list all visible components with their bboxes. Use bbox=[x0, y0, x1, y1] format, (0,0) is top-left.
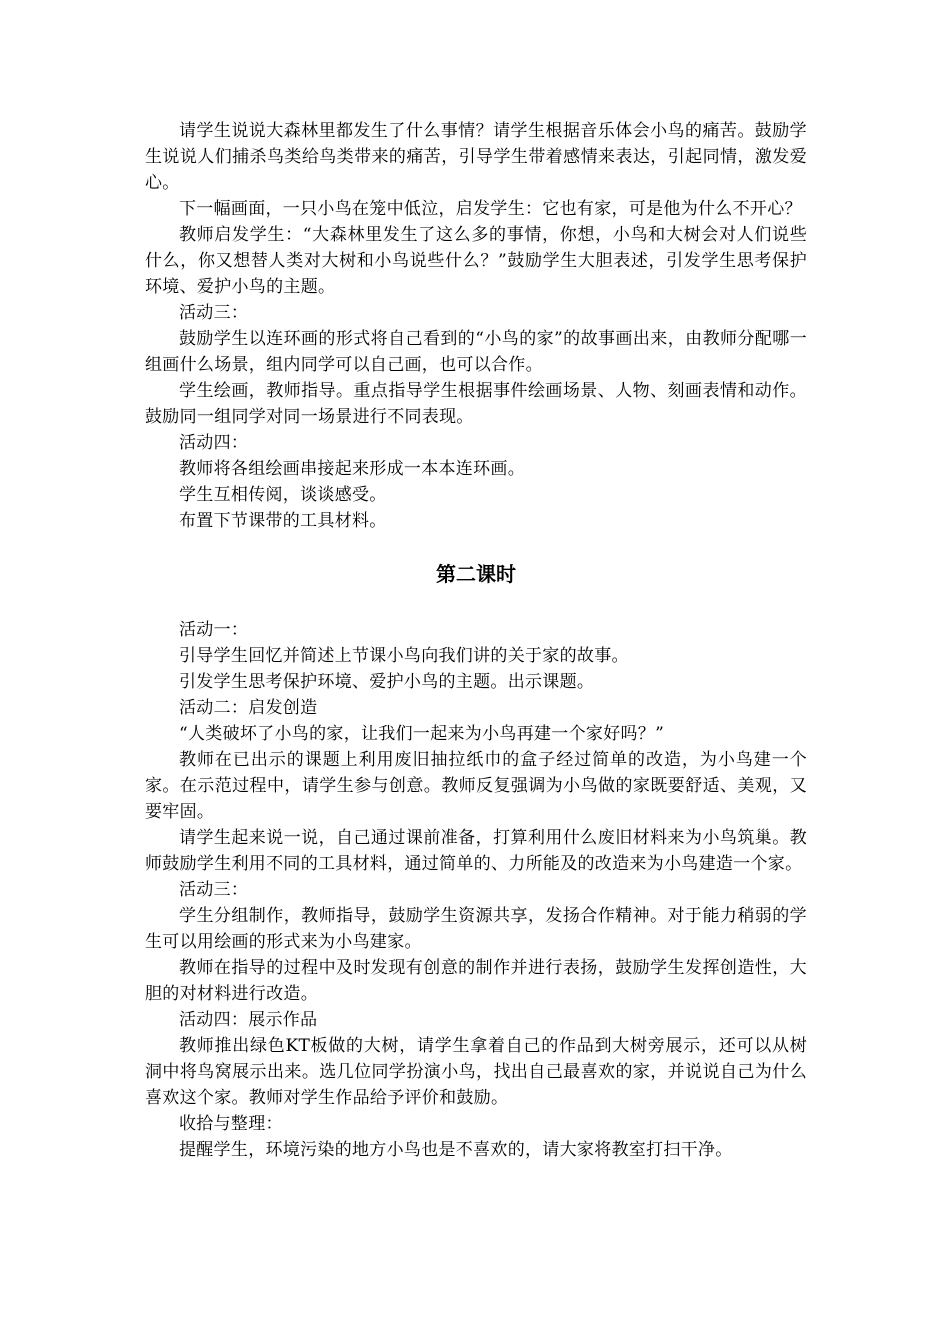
activity-heading: 活动三： bbox=[179, 303, 249, 323]
paragraph: 学生分组制作，教师指导，鼓励学生资源共享，发扬合作精神。对于能力稍弱的学生可以用绘画的形式来为小鸟建家。 bbox=[145, 906, 807, 952]
activity-heading: 收拾与整理： bbox=[179, 1114, 283, 1134]
document-page bbox=[145, 118, 807, 1163]
paragraph: 教师在指导的过程中及时发现有创意的制作并进行表扬，鼓励学生发挥创造性，大胆的对材料进行改造。 bbox=[145, 958, 807, 1004]
paragraph: 请学生起来说一说，自己通过课前准备，打算利用什么废旧材料来为小鸟筑巢。教师鼓励学生利用不同的工具材料，通过简单的、力所能及的改造来为小鸟建造一个家。 bbox=[145, 828, 807, 874]
activity-heading: 活动四：展示作品 bbox=[179, 1010, 318, 1030]
lesson-part-two bbox=[145, 617, 807, 1163]
activity-heading: 活动四： bbox=[179, 433, 249, 453]
lesson-part-one bbox=[145, 118, 807, 534]
paragraph: 教师推出绿色KT板做的大树，请学生拿着自己的作品到大树旁展示，还可以从树洞中将鸟窝展示出来。选几位同学扮演小鸟，找出自己最喜欢的家，并说说自己为什么喜欢这个家。教师对学生作品给予评价和鼓励。 bbox=[145, 1036, 807, 1108]
paragraph: 教师将各组绘画串接起来形成一本本连环画。 bbox=[179, 459, 525, 479]
paragraph: 鼓励学生以连环画的形式将自己看到的“小鸟的家”的故事画出来，由教师分配哪一组画什么场景，组内同学可以自己画，也可以合作。 bbox=[145, 329, 807, 375]
paragraph: 引导学生回忆并简述上节课小鸟向我们讲的关于家的故事。 bbox=[179, 646, 629, 666]
paragraph: 教师在已出示的课题上利用废旧抽拉纸巾的盒子经过简单的改造，为小鸟建一个家。在示范过程中，请学生参与创意。教师反复强调为小鸟做的家既要舒适、美观，又要牢固。 bbox=[145, 750, 807, 822]
section-title: 第二课时 bbox=[436, 562, 516, 586]
activity-heading: 活动一： bbox=[179, 620, 249, 640]
paragraph: 请学生说说大森林里都发生了什么事情？请学生根据音乐体会小鸟的痛苦。鼓励学生说说人们捕杀鸟类给鸟类带来的痛苦，引导学生带着感情来表达，引起同情，激发爱心。 bbox=[145, 121, 807, 193]
activity-heading: 活动三： bbox=[179, 880, 249, 900]
paragraph: 教师启发学生：“大森林里发生了这么多的事情，你想，小鸟和大树会对人们说些什么，你又想替人类对大树和小鸟说些什么？”鼓励学生大胆表述，引发学生思考保护环境、爱护小鸟的主题。 bbox=[145, 225, 807, 297]
quote-paragraph: “人类破坏了小鸟的家，让我们一起来为小鸟再建一个家好吗？” bbox=[179, 724, 665, 744]
activity-heading: 活动二：启发创造 bbox=[179, 698, 318, 718]
paragraph: 学生互相传阅，谈谈感受。 bbox=[179, 485, 387, 505]
paragraph: 布置下节课带的工具材料。 bbox=[179, 511, 387, 531]
paragraph: 引发学生思考保护环境、爱护小鸟的主题。出示课题。 bbox=[179, 672, 595, 692]
paragraph: 学生绘画，教师指导。重点指导学生根据事件绘画场景、人物、刻画表情和动作。鼓励同一组同学对同一场景进行不同表现。 bbox=[145, 381, 807, 427]
paragraph: 提醒学生，环境污染的地方小鸟也是不喜欢的，请大家将教室打扫干净。 bbox=[179, 1140, 733, 1160]
paragraph: 下一幅画面，一只小鸟在笼中低泣，启发学生：它也有家，可是他为什么不开心？ bbox=[179, 199, 802, 219]
